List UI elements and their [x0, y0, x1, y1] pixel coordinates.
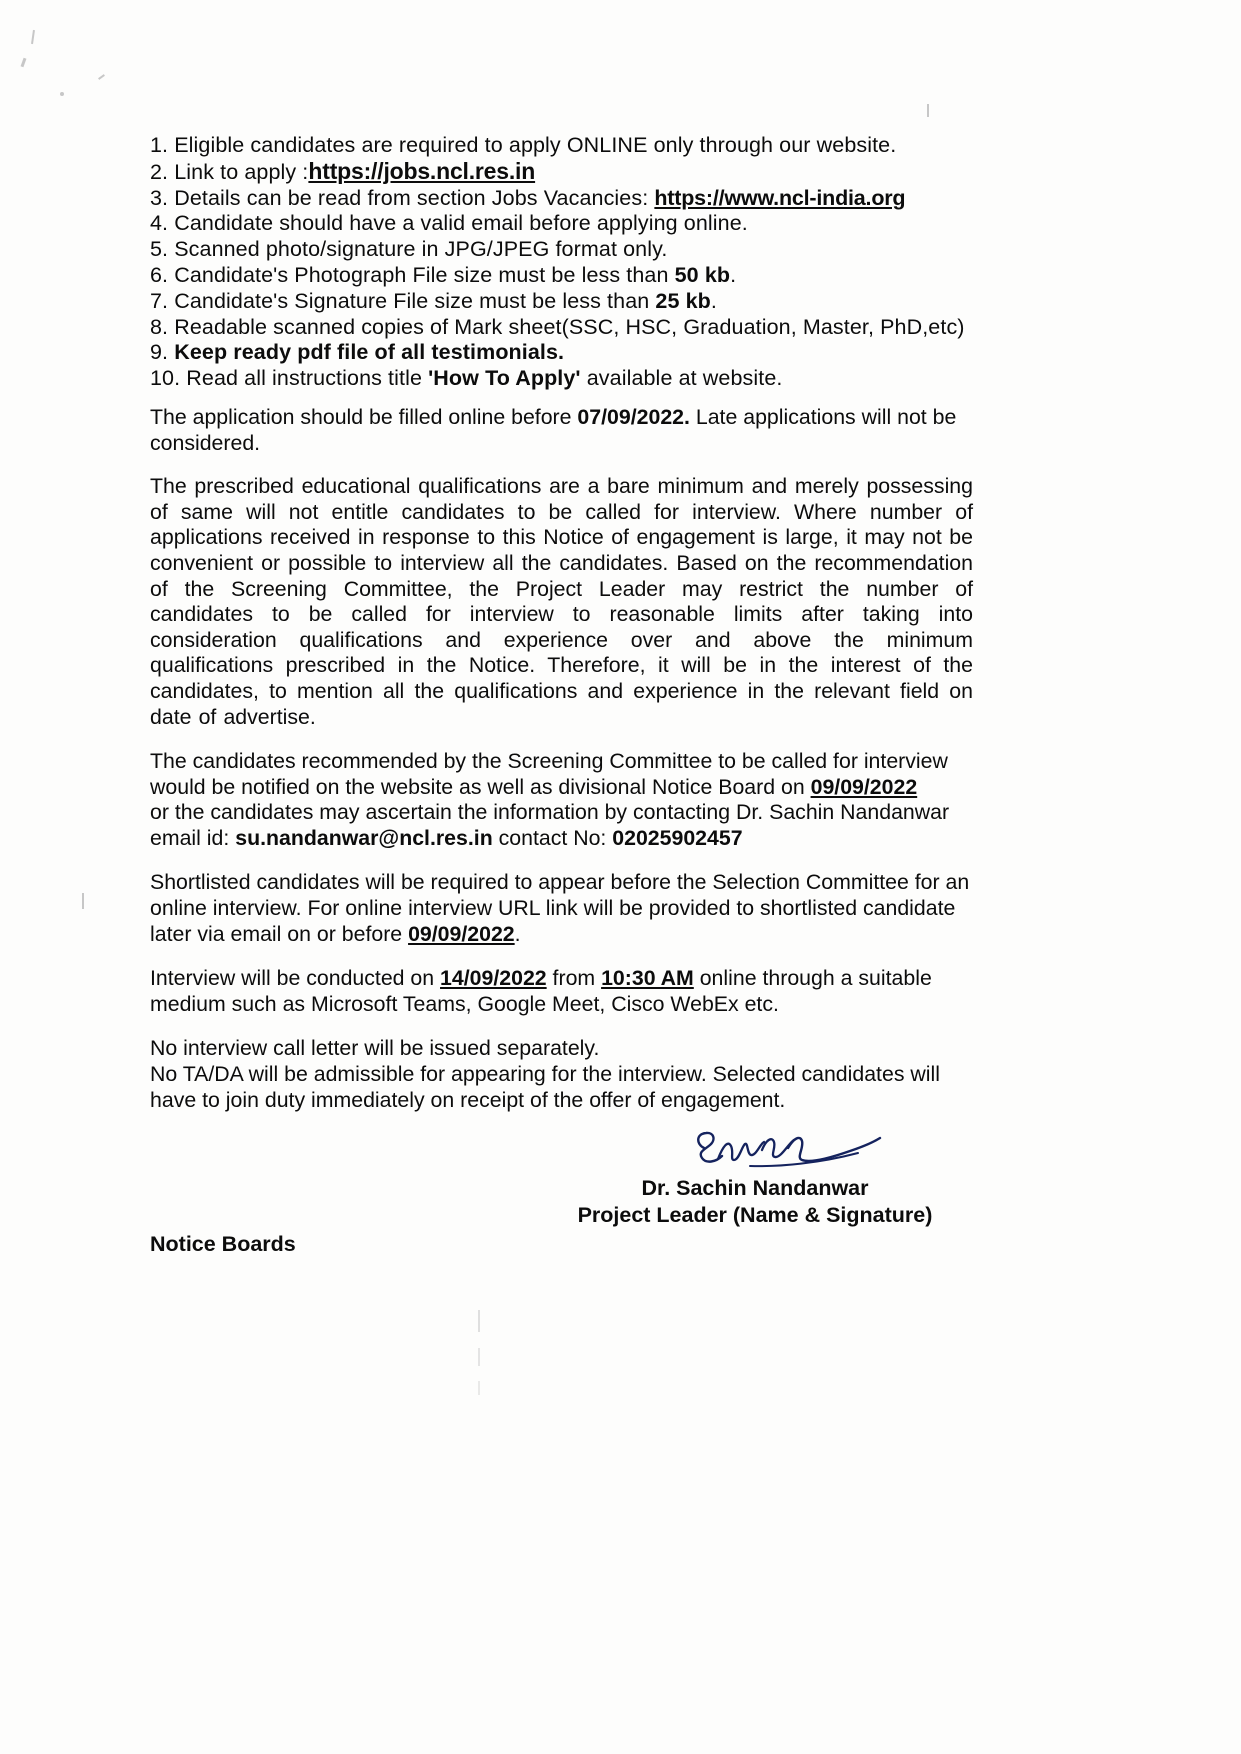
item-number: 3.	[150, 185, 169, 210]
notify-line3: or the candidates may ascertain the information by contacting Dr. Sachin	[150, 800, 835, 825]
contact-phone: 02025902457	[612, 825, 743, 850]
notify-line4-lead: Nandanwar email id:	[150, 800, 950, 850]
signatory-block	[545, 1175, 965, 1229]
scan-speck	[478, 1348, 480, 1366]
item-text: Candidate should have a valid email before applying online.	[174, 211, 748, 236]
photo-size-value: 50 kb	[674, 262, 731, 287]
list-item	[150, 237, 973, 263]
item-text: Link to apply :	[174, 159, 309, 184]
handwritten-signature	[690, 1118, 890, 1180]
interview-time: 10:30 AM	[601, 966, 694, 991]
shortlist-tail: .	[514, 921, 521, 946]
item-text: Details can be read from section Jobs Vacancies:	[174, 185, 655, 210]
item-text: Candidate's Photograph File size must be less than	[174, 262, 675, 287]
scan-speck	[478, 1381, 480, 1395]
item-text: Read all instructions title	[186, 366, 429, 391]
interview-tail: online through a suitable medium such as Microsoft Teams, Google Meet, Cisco WebEx etc.	[150, 966, 932, 1016]
list-item	[150, 315, 973, 341]
apply-link[interactable]: https://jobs.ncl.res.in	[308, 157, 536, 184]
scan-speck	[82, 893, 84, 909]
interview-date: 14/09/2022	[440, 966, 547, 991]
deadline-lead: The application should be filled online before	[150, 404, 578, 429]
notice-boards-label: Notice Boards	[150, 1232, 296, 1256]
interview-mid: from	[546, 966, 602, 991]
item-number: 10.	[150, 366, 181, 391]
item-text: Keep ready pdf file of all testimonials.	[174, 340, 565, 365]
deadline-paragraph	[150, 405, 973, 456]
list-item	[150, 186, 973, 212]
item-number: 5.	[150, 237, 169, 262]
item-text: Readable scanned copies of Mark sheet(SSC, HSC, Graduation, Master, PhD,etc)	[174, 314, 965, 339]
url-link-date: 09/09/2022	[408, 921, 515, 946]
screening-paragraph: The prescribed educational qualifications are a bare minimum and merely possessing of same will not entitle candidates to be called for interview. Where number of applications received in response to this Notice of engagement is large, it may not be convenient or possible to interview all the candidates. Based on the recommendation of the Screening Committee, the Project Leader may restrict the number of candidates to be called for interview to reasonable limits after taking into consideration qualifications and experience over and above the minimum qualifications prescribed in the Notice. Therefore, it will be in the interest of the candidates, to mention all the qualifications and experience in the relevant field on date of advertise.	[150, 474, 973, 729]
item-tail: .	[710, 288, 717, 313]
signatory-name: Dr. Sachin Nandanwar	[641, 1176, 869, 1200]
scan-speck	[927, 104, 929, 117]
notify-line2-lead: would be notified on the website as well as divisional Notice Board on	[150, 774, 811, 799]
item-number: 1.	[150, 133, 169, 157]
list-item	[150, 366, 973, 392]
notification-paragraph	[150, 749, 973, 851]
details-link[interactable]: https://www.ncl-india.org	[654, 185, 906, 210]
scan-speck	[31, 30, 35, 44]
scan-speck	[98, 74, 105, 80]
interview-paragraph	[150, 966, 973, 1017]
contact-email[interactable]: su.nandanwar@ncl.res.in	[235, 825, 493, 850]
notice-board-date: 09/09/2022	[810, 774, 918, 799]
application-deadline-date: 07/09/2022.	[577, 404, 690, 429]
scan-speck	[478, 1310, 480, 1332]
item-number: 9.	[150, 340, 169, 365]
shortlist-lead: Shortlisted candidates will be required to appear before the Selection Committee for an online interview. For online interview URL link will be provided to shortlisted candidate later via email on or before	[150, 870, 970, 946]
scan-speck	[21, 58, 27, 67]
item-tail: .	[730, 262, 737, 287]
how-to-apply-label: 'How To Apply'	[428, 366, 581, 391]
item-tail: available at website.	[580, 366, 783, 391]
item-number: 2.	[150, 159, 169, 184]
item-text: Eligible candidates are required to apply ONLINE only through our website.	[174, 133, 897, 157]
closing-paragraph-2: No TA/DA will be admissible for appearing for the interview. Selected candidates will have to join duty immediately on receipt of the offer of engagement.	[150, 1062, 940, 1112]
item-number: 4.	[150, 211, 169, 236]
item-text: Scanned photo/signature in JPG/JPEG format only.	[174, 237, 668, 262]
instruction-list	[150, 133, 973, 392]
list-item	[150, 289, 973, 315]
item-number: 7.	[150, 288, 169, 313]
list-item	[150, 159, 973, 186]
document-body	[150, 133, 973, 1113]
scan-speck	[60, 92, 64, 96]
list-item	[150, 340, 973, 366]
notify-line4-mid: contact No:	[492, 825, 613, 850]
deadline-tail: Late applications will not be considered.	[150, 404, 957, 455]
shortlist-paragraph	[150, 870, 973, 947]
interview-lead: Interview will be conducted on	[150, 966, 441, 991]
signature-size-value: 25 kb	[655, 288, 711, 313]
list-item	[150, 133, 973, 159]
item-number: 6.	[150, 262, 169, 287]
closing-paragraph-1: No interview call letter will be issued separately.	[150, 1036, 600, 1061]
notify-line1: The candidates recommended by the Screening Committee to be called for interview	[150, 749, 948, 774]
signatory-title: Project Leader (Name & Signature)	[577, 1203, 933, 1227]
list-item	[150, 211, 973, 237]
item-text: Candidate's Signature File size must be less than	[174, 288, 656, 313]
item-number: 8.	[150, 314, 169, 339]
list-item	[150, 263, 973, 289]
